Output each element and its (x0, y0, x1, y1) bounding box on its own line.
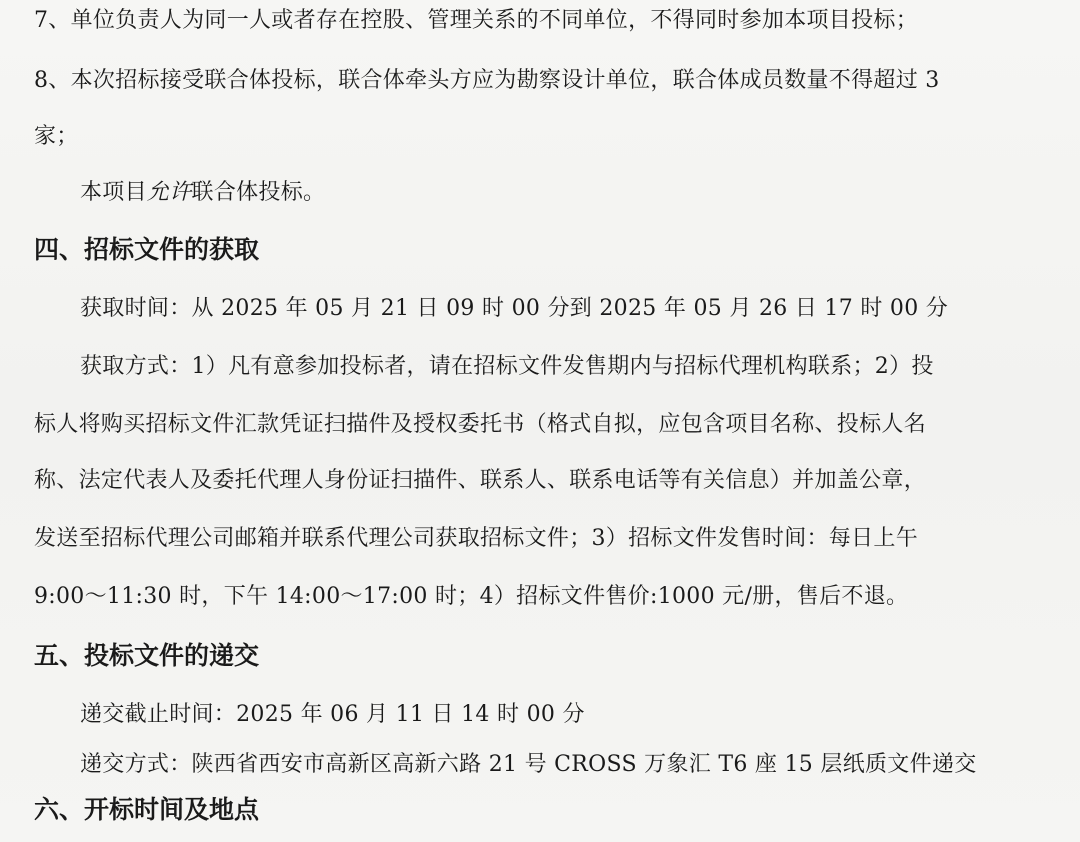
section-5-heading: 五、投标文件的递交 (34, 641, 260, 670)
section-6-heading: 六、开标时间及地点 (34, 795, 260, 824)
paragraph-item-8-line-2: 家； (34, 124, 79, 149)
consortium-suffix: 联合体投标。 (191, 180, 326, 205)
consortium-allowed: 允许 (146, 180, 192, 205)
submission-method: 递交方式：陕西省西安市高新区高新六路 21 号 CROSS 万象汇 T6 座 15 层纸质文件递交 (80, 752, 977, 777)
acquisition-method-line-1: 获取方式：1）凡有意参加投标者，请在招标文件发售期内与招标代理机构联系；2）投 (80, 354, 934, 379)
consortium-prefix: 本项目 (80, 180, 147, 205)
consortium-statement (80, 178, 325, 208)
acquisition-time: 获取时间：从 2025 年 05 月 21 日 09 时 00 分到 2025 年 05 月 26 日 17 时 00 分 (80, 296, 949, 321)
acquisition-method-line-5: 9:00～11:30 时，下午 14:00～17:00 时；4）招标文件售价:1000 元/册，售后不退。 (34, 584, 909, 609)
acquisition-method-line-2: 标人将购买招标文件汇款凭证扫描件及授权委托书（格式自拟，应包含项目名称、投标人名 (34, 412, 927, 437)
acquisition-method-line-4: 发送至招标代理公司邮箱并联系代理公司获取招标文件；3）招标文件发售时间：每日上午 (34, 526, 918, 551)
submission-deadline: 递交截止时间：2025 年 06 月 11 日 14 时 00 分 (80, 702, 585, 727)
section-4-heading: 四、招标文件的获取 (34, 235, 260, 264)
paragraph-item-7: 7、单位负责人为同一人或者存在控股、管理关系的不同单位，不得同时参加本项目投标； (34, 8, 918, 33)
paragraph-item-8-line-1: 8、本次招标接受联合体投标，联合体牵头方应为勘察设计单位，联合体成员数量不得超过 3 (34, 68, 940, 93)
acquisition-method-line-3: 称、法定代表人及委托代理人身份证扫描件、联系人、联系电话等有关信息）并加盖公章， (34, 468, 927, 493)
